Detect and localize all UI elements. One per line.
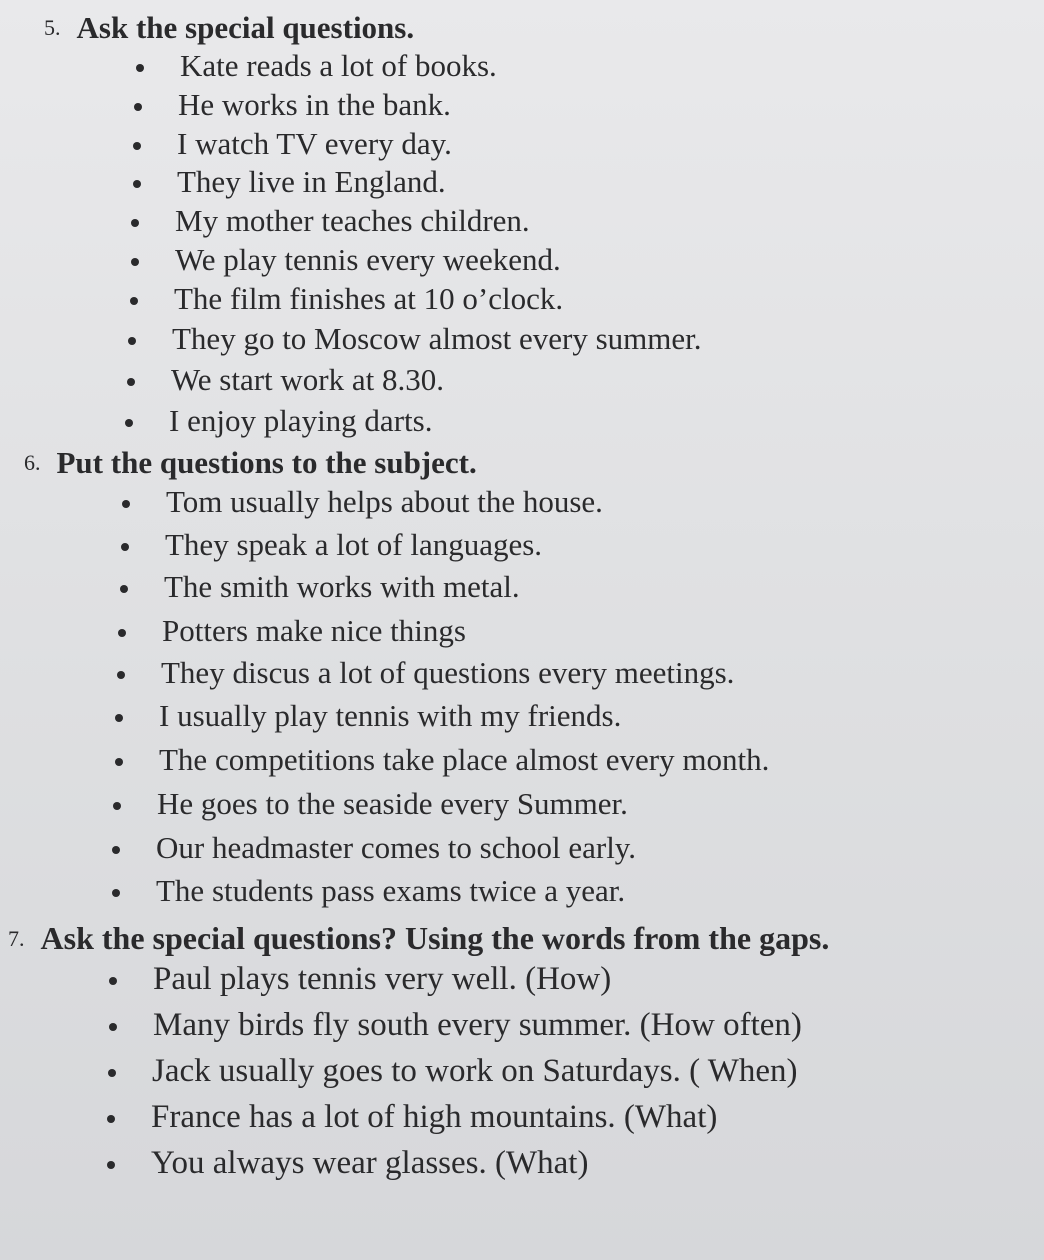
exercise-5-number: 5. — [44, 15, 61, 40]
bullet-icon — [115, 714, 123, 722]
bullet-icon — [131, 219, 139, 227]
bullet-icon — [118, 629, 126, 637]
exercise-6-title: Put the questions to the subject. — [56, 445, 477, 480]
list-item: They live in England. — [177, 166, 446, 197]
bullet-icon — [128, 337, 136, 345]
list-item: He works in the bank. — [178, 89, 451, 120]
list-item: The film finishes at 10 o’clock. — [174, 283, 563, 314]
bullet-icon — [134, 103, 142, 111]
bullet-icon — [121, 543, 129, 551]
bullet-icon — [130, 297, 138, 305]
list-item: I usually play tennis with my friends. — [159, 700, 621, 731]
exercise-5-heading — [44, 12, 414, 43]
bullet-icon — [125, 419, 133, 427]
list-item: They go to Moscow almost every summer. — [172, 323, 702, 354]
list-item: They speak a lot of languages. — [165, 529, 542, 560]
list-item: Potters make nice things — [162, 615, 466, 646]
list-item: Jack usually goes to work on Saturdays. ( When) — [152, 1055, 798, 1088]
bullet-icon — [115, 758, 123, 766]
exercise-7-heading — [8, 922, 829, 954]
list-item: The competitions take place almost every month. — [159, 744, 769, 775]
bullet-icon — [117, 671, 125, 679]
list-item: I enjoy playing darts. — [169, 405, 432, 436]
bullet-icon — [136, 64, 144, 72]
bullet-icon — [122, 500, 130, 508]
list-item: Paul plays tennis very well. (How) — [153, 963, 611, 996]
list-item: Our headmaster comes to school early. — [156, 832, 636, 863]
bullet-icon — [107, 1161, 115, 1169]
exercise-5-title: Ask the special questions. — [76, 10, 415, 45]
bullet-icon — [107, 1115, 115, 1123]
list-item: We play tennis every weekend. — [175, 244, 561, 275]
list-item: You always wear glasses. (What) — [151, 1147, 588, 1180]
list-item: The smith works with metal. — [164, 571, 520, 602]
list-item: I watch TV every day. — [177, 128, 452, 159]
list-item: France has a lot of high mountains. (What) — [151, 1101, 717, 1134]
exercise-6-number: 6. — [24, 450, 41, 475]
bullet-icon — [131, 258, 139, 266]
list-item: My mother teaches children. — [175, 205, 530, 236]
bullet-icon — [120, 585, 128, 593]
exercise-7-title: Ask the special questions? Using the words from the gaps. — [40, 920, 830, 956]
bullet-icon — [113, 802, 121, 810]
list-item: The students pass exams twice a year. — [156, 875, 625, 906]
bullet-icon — [109, 1023, 117, 1031]
list-item: He goes to the seaside every Summer. — [157, 788, 628, 819]
list-item: Kate reads a lot of books. — [180, 50, 497, 81]
exercise-7-number: 7. — [8, 926, 25, 951]
bullet-icon — [133, 180, 141, 188]
bullet-icon — [112, 889, 120, 897]
bullet-icon — [112, 846, 120, 854]
list-item: We start work at 8.30. — [171, 364, 444, 395]
exercise-6-heading — [24, 447, 477, 478]
list-item: Many birds fly south every summer. (How often) — [153, 1009, 802, 1042]
list-item: They discus a lot of questions every meetings. — [161, 657, 734, 688]
bullet-icon — [109, 977, 117, 985]
bullet-icon — [108, 1069, 116, 1077]
list-item: Tom usually helps about the house. — [166, 486, 603, 517]
bullet-icon — [133, 142, 141, 150]
bullet-icon — [127, 378, 135, 386]
